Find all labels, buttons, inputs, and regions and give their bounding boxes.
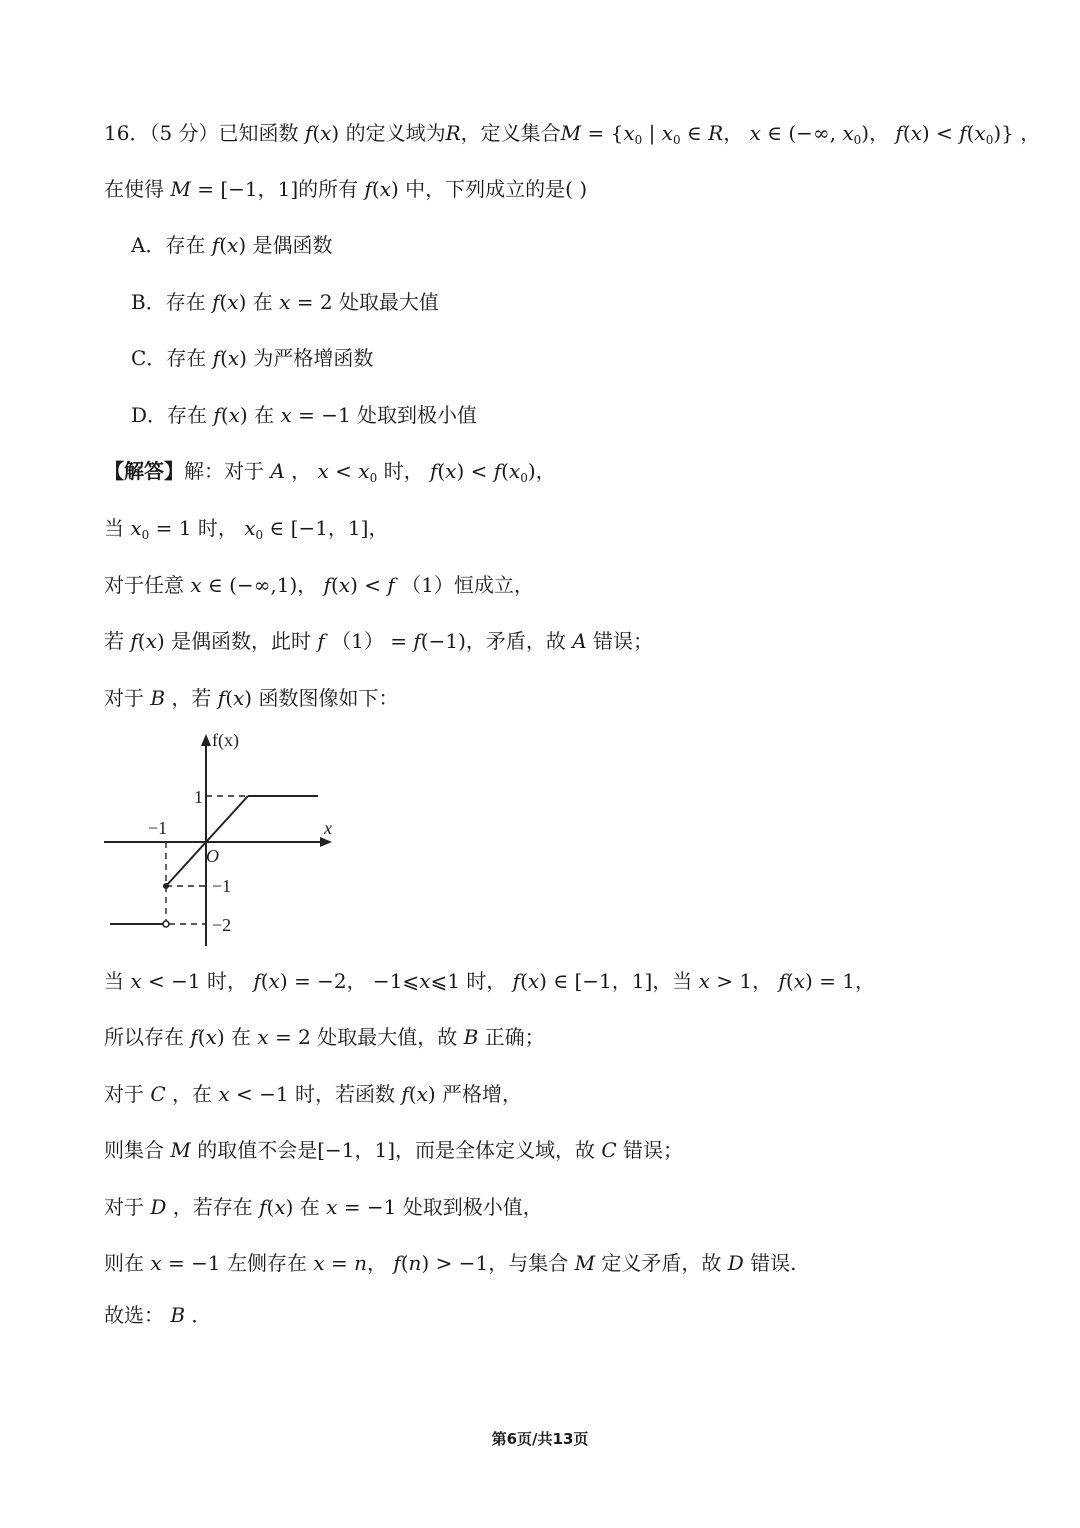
- option-d: D．存在 f(x) 在 x = −1 处取到极小值: [131, 403, 478, 427]
- x-axis-arrow-icon: [320, 837, 332, 847]
- answer-line-2: 当 $x_0 = 1$ 时， $x_0$ ∈ [−1，1]，: [104, 516, 389, 542]
- problem-stem-line-1: 16．（5 分）已知函数 f(x) 的定义域为R，定义集合$M = \{x_0$ | $x_0$ ∈ R， x ∈ (−∞, $x_0$)， $f(x) < f(x_0)$} ，: [104, 121, 1041, 147]
- y-axis-label: f(x): [212, 730, 239, 750]
- x-axis-label: x: [324, 818, 332, 838]
- answer-line-1: 【解答】解：对于 A ， $x < x_0$ 时， $f(x) < f(x_0)$，: [104, 459, 556, 485]
- problem-number: 16．: [104, 121, 150, 145]
- function-graph: [100, 726, 350, 952]
- closed-point: [163, 883, 169, 889]
- tick-x-neg1: −1: [148, 818, 168, 838]
- page-footer: 第6页/共13页: [491, 1430, 589, 1448]
- problem-stem-line-2: 在使得 M = [−1，1]的所有 f(x) 中，下列成立的是( ): [104, 177, 588, 201]
- answer-line-9: 则集合 M 的取值不会是[−1，1]，而是全体定义域，故 C 错误；: [104, 1138, 684, 1162]
- tick-y-neg2: −2: [212, 915, 232, 935]
- option-c: C．存在 f(x) 为严格增函数: [131, 346, 374, 370]
- answer-title: 【解答】: [104, 459, 184, 483]
- tick-y-1: 1: [194, 787, 203, 807]
- answer-line-5: 对于 B ，若 f(x) 函数图像如下：: [104, 686, 399, 710]
- origin-label: O: [206, 846, 219, 866]
- option-b: B．存在 f(x) 在 x = 2 处取最大值: [131, 290, 439, 314]
- open-point: [163, 921, 169, 927]
- answer-line-12: 故选： B ．: [104, 1303, 212, 1327]
- answer-line-7: 所以存在 f(x) 在 x = 2 处取最大值，故 B 正确；: [104, 1025, 545, 1049]
- y-axis-arrow-icon: [201, 734, 211, 746]
- problem-score: （5 分）: [149, 121, 219, 145]
- answer-line-10: 对于 D ，若存在 f(x) 在 x = −1 处取到极小值，: [104, 1195, 543, 1219]
- tick-y-neg1: −1: [212, 876, 232, 896]
- answer-line-4: 若 f(x) 是偶函数，此时 f （1） = f(−1)，矛盾，故 A 错误；: [104, 629, 654, 653]
- option-a: A．存在 f(x) 是偶函数: [131, 233, 333, 257]
- answer-line-11: 则在 x = −1 左侧存在 x = n， f(n) > −1，与集合 M 定义矛盾，故 D 错误.: [104, 1251, 797, 1275]
- answer-line-8: 对于 C ，在 x < −1 时，若函数 f(x) 严格增，: [104, 1082, 523, 1106]
- answer-line-6: 当 x < −1 时， f(x) = −2， −1⩽x⩽1 时， f(x) ∈ [−1，1]，当 x > 1， f(x) = 1，: [104, 969, 876, 993]
- answer-line-3: 对于任意 x ∈ (−∞,1)， f(x) < f （1）恒成立，: [104, 573, 534, 597]
